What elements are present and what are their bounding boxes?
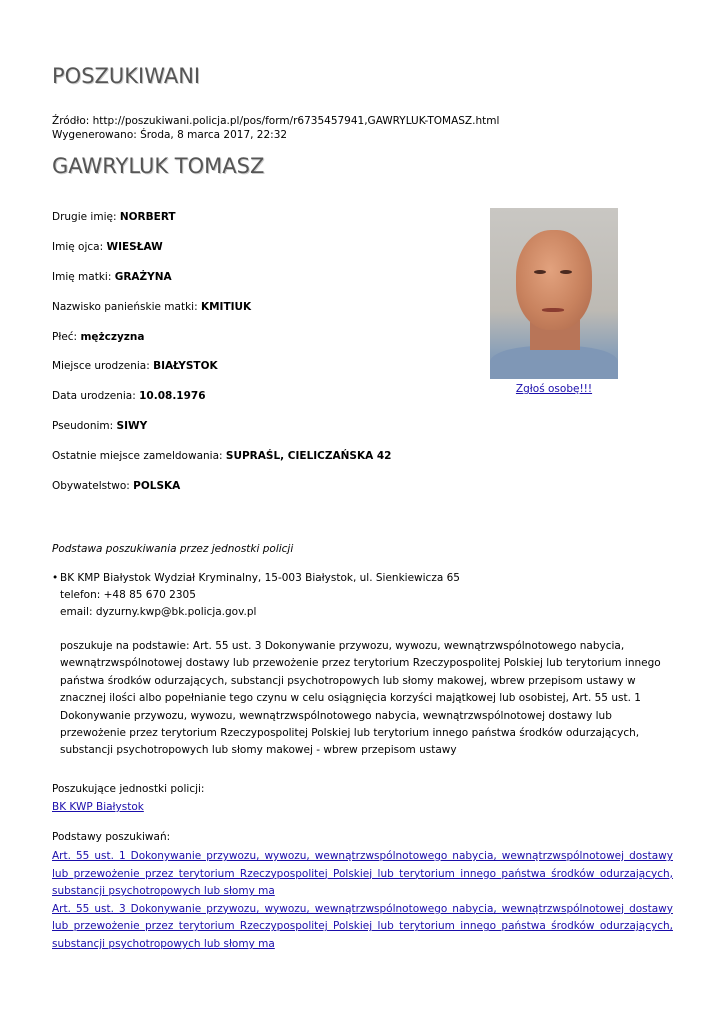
photo-eye-left (534, 270, 546, 274)
photo-head (516, 230, 592, 330)
field-birthdate: Data urodzenia: 10.08.1976 (52, 390, 206, 403)
units-label: Poszukujące jednostki policji: (52, 783, 205, 795)
grounds-list (52, 848, 673, 954)
field-father-name: Imię ojca: WIESŁAW (52, 240, 163, 253)
field-citizenship: Obywatelstwo: POLSKA (52, 480, 181, 493)
generated-line: Wygenerowano: Środa, 8 marca 2017, 22:32 (52, 129, 288, 141)
field-mother-maiden-name: Nazwisko panieńskie matki: KMITIUK (52, 300, 252, 313)
bullet-icon: • (52, 572, 59, 584)
person-fields (52, 210, 472, 509)
field-middle-name: Drugie imię: NORBERT (52, 211, 176, 223)
grounds-link-art55-1[interactable]: Art. 55 ust. 1 Dokonywanie przywozu, wywozu, wewnątrzwspólnotowego nabycia, wewnątrzwspólnotowej dostawy lub przewożenie przez terytorium Rzeczypospolitej Polskiej lub terytorium innego państwa środków odurzających, substancji psychotropowych lub słomy ma (52, 850, 673, 898)
photo-eye-right (560, 270, 572, 274)
field-birthplace: Miejsce urodzenia: BIAŁYSTOK (52, 360, 218, 373)
grounds-label: Podstawy poszukiwań: (52, 831, 171, 843)
photo-mouth (542, 308, 564, 312)
field-sex: Płeć: mężczyzna (52, 330, 145, 343)
field-mother-name: Imię matki: GRAŻYNA (52, 270, 172, 283)
unit-phone: telefon: +48 85 670 2305 (60, 589, 196, 601)
unit-email: email: dyzurny.kwp@bk.policja.gov.pl (60, 606, 257, 618)
unit-name: BK KMP Białystok Wydział Kryminalny, 15-003 Białystok, ul. Sienkiewicza 65 (60, 572, 460, 584)
units-link[interactable]: BK KWP Białystok (52, 801, 144, 813)
site-title: POSZUKIWANI (52, 64, 201, 88)
source-line: Źródło: http://poszukiwani.policja.pl/pos/form/r6735457941,GAWRYLUK-TOMASZ.html (52, 115, 500, 127)
grounds-link-art55-3[interactable]: Art. 55 ust. 3 Dokonywanie przywozu, wywozu, wewnątrzwspólnotowego nabycia, wewnątrzwspólnotowej dostawy lub przewożenie przez terytorium Rzeczypospolitej Polskiej lub terytorium innego państwa środków odurzających, substancji psychotropowych lub słomy ma (52, 902, 673, 950)
field-last-address: Ostatnie miejsce zameldowania: SUPRAŚL, CIELICZAŃSKA 42 (52, 450, 392, 463)
unit-block (52, 570, 672, 760)
basis-description: poszukuje na podstawie: Art. 55 ust. 3 Dokonywanie przywozu, wywozu, wewnątrzwspólnotowego nabycia, wewnątrzwspólnotowej dostawy lub przewożenie przez terytorium Rzeczypospolitej Polskiej lub terytorium innego państwa środków odurzających, substancji psychotropowych lub słomy makowej, wbrew przepisom ustawy w znacznej ilości albo popełnianie tego czynu w celu osiągnięcia korzyści majątkowej lub osobistej, Art. 55 ust. 1 Dokonywanie przywozu, wywozu, wewnątrzwspólnotowego nabycia, wewnątrzwspólnotowej dostawy lub przewożenie przez terytorium Rzeczypospolitej Polskiej lub terytorium innego państwa środków odurzających, substancji psychotropowych lub słomy makowej - wbrew przepisom ustawy (60, 640, 661, 757)
person-name: GAWRYLUK TOMASZ (52, 154, 265, 178)
photo-shirt (490, 346, 618, 379)
basis-heading: Podstawa poszukiwania przez jednostki policji (52, 543, 294, 555)
field-nickname: Pseudonim: SIWY (52, 420, 148, 433)
person-photo (490, 208, 618, 379)
report-person-link[interactable]: Zgłoś osobę!!! (515, 383, 593, 395)
source-meta (52, 114, 499, 142)
